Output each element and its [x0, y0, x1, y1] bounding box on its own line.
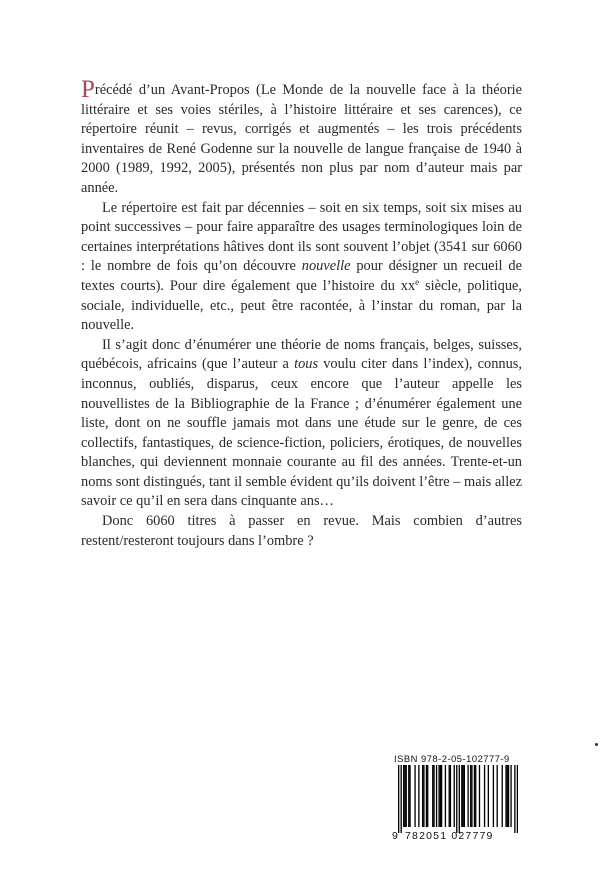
- paragraph-text: récédé d’un Avant-Propos (Le Monde de la nouvelle face à la théorie littéraire et ses voies stériles, à l’histoire littéraire et ses carences), ce répertoire réunit – revus, corrigés et augmentés – les trois précédents inventaires de René Godenne sur la nouvelle de langue française de 1940 à 2000 (1989, 1992, 2005), présentés non plus par nom d’auteur mais par année.: [81, 82, 522, 196]
- barcode-bar: [510, 765, 511, 827]
- barcode-bar: [497, 765, 498, 827]
- barcode-bar: [456, 765, 457, 833]
- isbn-label: ISBN 978-2-05-102777-9: [394, 753, 510, 764]
- barcode-bar: [470, 765, 471, 827]
- barcode-bar: [423, 765, 424, 827]
- barcode-bar: [401, 765, 402, 833]
- barcode-bar: [418, 765, 419, 827]
- italic-term: tous: [294, 356, 319, 373]
- paragraph-text: pour désigner un recueil de textes courts). Pour dire également que l’histoire du xx: [81, 258, 522, 294]
- barcode-bar: [445, 765, 446, 827]
- blurb-paragraph-1: [81, 76, 522, 199]
- ean13-barcode-icon: [398, 765, 518, 833]
- barcode-bar: [464, 765, 465, 827]
- barcode-bar: [414, 765, 415, 827]
- barcode-bar: [507, 765, 508, 827]
- barcode-bar: [502, 765, 503, 827]
- barcode-bar: [441, 765, 442, 827]
- barcode-bar: [471, 765, 472, 827]
- superscript: e: [415, 276, 420, 287]
- barcode-bar: [514, 765, 515, 833]
- barcode-bar: [467, 765, 468, 827]
- ean-rest-digits: 782051 027779: [405, 830, 494, 842]
- isbn-barcode: [392, 753, 524, 847]
- barcode-bar: [508, 765, 509, 827]
- paragraph-text: Le répertoire est fait par décennies – soit en six temps, soit six mises au point successives – pour faire apparaître des usages terminologiques loin de certaines interprétations hâtives dont ils sont souvent l’objet (3541 sur 6060 : le nombre de fois qu’on découvre: [81, 199, 522, 275]
- barcode-bar: [475, 765, 476, 827]
- trim-mark: [595, 743, 598, 746]
- barcode-bar: [432, 765, 433, 827]
- barcode-bar: [409, 765, 410, 827]
- drop-cap: P: [81, 76, 95, 103]
- barcode-bar: [461, 765, 462, 827]
- ean-first-digit: 9: [392, 830, 400, 842]
- barcode-bar: [398, 765, 399, 833]
- barcode-bar: [484, 765, 485, 827]
- blurb-paragraph-3: [81, 336, 522, 512]
- barcode-bar: [438, 765, 439, 827]
- barcode-bar: [426, 765, 427, 827]
- barcode-bar: [440, 765, 441, 827]
- barcode-bar: [454, 765, 455, 827]
- barcode-bar: [403, 765, 404, 827]
- barcode-bar: [404, 765, 405, 827]
- barcode-bar: [427, 765, 428, 827]
- paragraph-text: Il s’agit donc d’énumérer une théorie de noms français, belges, suisses, québécois, africains (que l’auteur a: [81, 336, 522, 373]
- barcode-bar: [459, 765, 460, 833]
- paragraph-text: siècle, politique, sociale, individuelle, etc., peut être racontée, à l’instar du roman, par la nouvelle.: [81, 277, 522, 334]
- barcode-bar: [488, 765, 489, 827]
- barcode-bar: [493, 765, 494, 827]
- barcode-bar: [433, 765, 434, 827]
- blurb-paragraph-2: [81, 199, 522, 336]
- paragraph-text: Donc 6060 titres à passer en revue. Mais combien d’autres restent/resteront toujours dans l’ombre ?: [81, 513, 522, 549]
- barcode-bar: [505, 765, 506, 827]
- barcode-bar: [450, 765, 451, 827]
- italic-term: nouvelle: [301, 258, 351, 275]
- barcode-bar: [436, 765, 437, 827]
- barcode-bar: [462, 765, 463, 827]
- paragraph-text: voulu citer dans l’index), connus, inconnus, oubliés, disparus, ceux encore que l’auteur appelle les nouvellistes de la Bibliographie de la France ; d’énumérer également une liste, dont on ne souffle jamais mot dans une étude sur le genre, de ces collectifs, fantastiques, de science-fiction, policiers, érotiques, de nouvelles blanches, qui deviennent monnaie courante au fil des années. Trente-et-un noms sont distingués, tant il semble évident qu’ils doivent l’être – mais allez savoir ce qu’il en sera dans cinquante ans…: [81, 356, 523, 510]
- blurb-text: [81, 76, 523, 551]
- barcode-bar: [406, 765, 407, 827]
- barcode-bar: [449, 765, 450, 827]
- barcode-bar: [408, 765, 409, 827]
- blurb-paragraph-4: [81, 512, 522, 551]
- barcode-bar: [517, 765, 518, 833]
- barcode-bar: [479, 765, 480, 827]
- barcode-bar: [474, 765, 475, 827]
- barcode-bar: [422, 765, 423, 827]
